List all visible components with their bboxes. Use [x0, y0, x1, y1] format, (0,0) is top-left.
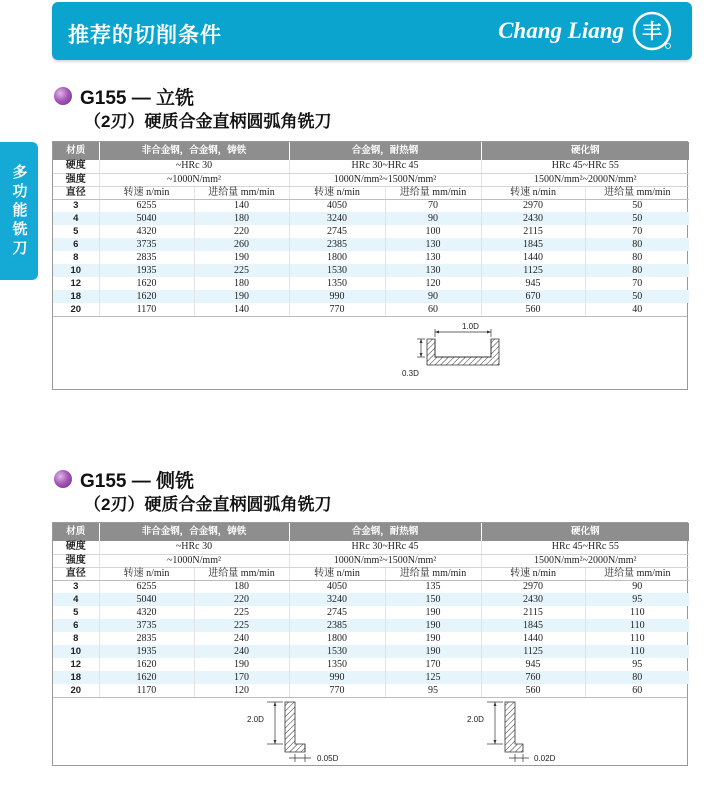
speed-cell: 760	[481, 671, 585, 684]
feed-cell: 60	[385, 303, 481, 316]
section-model: G155 — 侧铣	[80, 471, 195, 492]
speed-cell: 5040	[99, 212, 194, 225]
speed-cell: 3240	[289, 212, 385, 225]
speed-cell: 5040	[99, 593, 194, 606]
speed-cell: 1620	[99, 290, 194, 303]
diameter-cell: 10	[53, 264, 99, 277]
table-row	[53, 684, 689, 697]
feed-cell: 110	[585, 619, 689, 632]
speed-cell: 2385	[289, 619, 385, 632]
feed-cell: 225	[194, 264, 289, 277]
hardness-value: HRc 30~HRc 45	[289, 160, 481, 173]
hardness-value: HRc 30~HRc 45	[289, 541, 481, 554]
feed-cell: 190	[385, 645, 481, 658]
diameter-cell: 8	[53, 251, 99, 264]
speed-cell: 2970	[481, 199, 585, 212]
table-row	[53, 303, 689, 316]
speed-cell: 3735	[99, 238, 194, 251]
hardness-label: 硬度	[53, 541, 99, 554]
material-group-header: 硬化钢	[481, 523, 689, 541]
speed-cell: 1620	[99, 277, 194, 290]
header-bar	[52, 2, 692, 60]
feed-cell: 180	[194, 580, 289, 593]
speed-cell: 1170	[99, 684, 194, 697]
feed-cell: 135	[385, 580, 481, 593]
feed-cell: 70	[632, 225, 643, 237]
section-subtitle: （2刃）硬质合金直柄圆弧角铣刀	[84, 495, 332, 514]
speed-cell: 1800	[289, 251, 385, 264]
speed-cell: 1125	[481, 264, 585, 277]
diameter-label: 直径	[53, 186, 99, 199]
speed-cell: 2385	[289, 238, 385, 251]
feed-cell: 190	[385, 619, 481, 632]
side-diagram-area	[53, 697, 687, 765]
feed-cell: 60	[632, 684, 643, 696]
speed-cell: 1935	[99, 264, 194, 277]
feed-cell: 130	[385, 251, 481, 264]
feed-cell: 90	[385, 290, 481, 303]
hardness-value: ~HRc 30	[99, 160, 289, 173]
feed-cell: 120	[194, 684, 289, 697]
feed-cell: 120	[385, 277, 481, 290]
section-bullet-icon	[54, 470, 72, 488]
diameter-cell: 8	[53, 632, 99, 645]
hardness-label: 硬度	[53, 160, 99, 173]
speed-cell: 770	[289, 684, 385, 697]
speed-unit-label: 转速 n/min	[481, 186, 585, 199]
table-row	[53, 606, 689, 619]
slot-depth-label: 0.3D	[402, 369, 419, 378]
side-depth-label-1: 2.0D	[247, 715, 264, 724]
table-row	[53, 264, 689, 277]
feed-cell: 95	[585, 593, 689, 606]
speed-unit-label: 转速 n/min	[481, 567, 585, 580]
side-category-tab[interactable]	[0, 142, 38, 280]
material-col-label: 材质	[53, 142, 99, 160]
feed-cell: 180	[194, 212, 289, 225]
table-row	[53, 238, 689, 251]
diameter-label: 直径	[53, 567, 99, 580]
diameter-cell: 6	[53, 238, 99, 251]
speed-cell: 2430	[481, 593, 585, 606]
hardness-row	[53, 160, 689, 173]
section-subtitle: （2刃）硬质合金直柄圆弧角铣刀	[84, 112, 332, 131]
hardness-value: HRc 45~HRc 55	[481, 160, 689, 173]
feed-cell: 190	[194, 658, 289, 671]
speed-cell: 6255	[99, 580, 194, 593]
cutting-table-end-milling	[52, 141, 688, 390]
logo-glyph: 丰	[642, 19, 662, 43]
feed-cell: 170	[194, 671, 289, 684]
diameter-cell: 18	[53, 671, 99, 684]
feed-unit-label: 进给量 mm/min	[194, 186, 289, 199]
feed-cell: 225	[194, 606, 289, 619]
side-tab-label: 多功能铣刀	[10, 163, 28, 259]
feed-cell: 80	[632, 251, 643, 263]
speed-cell: 1350	[289, 658, 385, 671]
hardness-value: ~HRc 30	[99, 541, 289, 554]
speed-cell: 945	[481, 658, 585, 671]
diameter-cell: 5	[53, 225, 99, 238]
strength-value: 1500N/mm²~2000N/mm²	[481, 554, 689, 567]
strength-value: ~1000N/mm²	[99, 554, 289, 567]
strength-value: 1000N/mm²~1500N/mm²	[289, 173, 481, 186]
side-depth-label-2: 2.0D	[467, 715, 484, 724]
section-model: G155 — 立铣	[80, 88, 195, 109]
feed-cell: 80	[585, 264, 689, 277]
feed-cell: 190	[385, 606, 481, 619]
feed-cell: 125	[385, 671, 481, 684]
strength-value: 1000N/mm²~1500N/mm²	[289, 554, 481, 567]
speed-cell: 945	[481, 277, 585, 290]
diameter-cell: 4	[53, 593, 99, 606]
feed-cell: 70	[385, 199, 481, 212]
speed-cell: 990	[289, 671, 385, 684]
speed-cell: 4320	[99, 606, 194, 619]
table-row	[53, 251, 689, 264]
speed-cell: 1440	[481, 632, 585, 645]
diameter-cell: 20	[53, 684, 99, 697]
speed-cell: 2430	[481, 212, 585, 225]
speed-cell: 560	[481, 684, 585, 697]
feed-cell: 225	[194, 619, 289, 632]
side-width-label-2: 0.02D	[534, 754, 556, 763]
speed-cell: 6255	[99, 199, 194, 212]
feed-cell: 95	[385, 684, 481, 697]
speed-cell: 1530	[289, 264, 385, 277]
speed-cell: 2745	[289, 225, 385, 238]
cutting-table-side-milling	[52, 522, 688, 766]
diameter-cell: 12	[53, 277, 99, 290]
material-group-header: 硬化钢	[481, 142, 689, 160]
table-row	[53, 645, 689, 658]
feed-unit-label: 进给量 mm/min	[585, 567, 689, 580]
diameter-cell: 10	[53, 645, 99, 658]
feed-cell: 190	[194, 290, 289, 303]
feed-cell: 50	[585, 212, 689, 225]
feed-unit-label: 进给量 mm/min	[194, 567, 289, 580]
speed-cell: 670	[481, 290, 585, 303]
table-row	[53, 632, 689, 645]
feed-cell: 150	[385, 593, 481, 606]
material-group-header: 合金钢，耐热钢	[289, 142, 481, 160]
feed-cell: 80	[585, 238, 689, 251]
table-row	[53, 199, 689, 212]
speed-cell: 2970	[481, 580, 585, 593]
speed-cell: 1845	[481, 238, 585, 251]
feed-cell: 130	[385, 264, 481, 277]
diameter-cell: 3	[53, 199, 99, 212]
speed-cell: 560	[481, 303, 585, 316]
speed-cell: 1620	[99, 658, 194, 671]
table-row	[53, 225, 689, 238]
table-header-row	[53, 523, 689, 541]
feed-unit-label: 进给量 mm/min	[385, 186, 481, 199]
speed-cell: 1170	[99, 303, 194, 316]
strength-value: 1500N/mm²~2000N/mm²	[481, 173, 689, 186]
speed-cell: 1530	[289, 645, 385, 658]
speed-cell: 2835	[99, 251, 194, 264]
hardness-row	[53, 541, 689, 554]
feed-cell: 240	[194, 645, 289, 658]
diameter-cell: 18	[53, 290, 99, 303]
speed-cell: 1350	[289, 277, 385, 290]
speed-cell: 770	[289, 303, 385, 316]
speed-unit-label: 转速 n/min	[289, 186, 385, 199]
strength-label: 强度	[53, 554, 99, 567]
feed-cell: 80	[585, 671, 689, 684]
feed-cell: 90	[385, 212, 481, 225]
speed-unit-label: 转速 n/min	[99, 567, 194, 580]
speed-cell: 4320	[99, 225, 194, 238]
page-title: 推荐的切削条件	[68, 24, 222, 47]
slot-diagram-area	[53, 316, 687, 389]
feed-cell: 110	[629, 606, 645, 618]
feed-cell: 95	[632, 658, 643, 670]
material-group-header: 合金钢，耐热钢	[289, 523, 481, 541]
speed-cell: 3735	[99, 619, 194, 632]
speed-cell: 2115	[481, 225, 585, 238]
feed-cell: 50	[632, 199, 643, 211]
speed-cell: 1125	[481, 645, 585, 658]
speed-unit-label: 转速 n/min	[99, 186, 194, 199]
feed-cell: 130	[385, 238, 481, 251]
feed-cell: 140	[194, 303, 289, 316]
table-row	[53, 619, 689, 632]
diameter-cell: 6	[53, 619, 99, 632]
feed-cell: 110	[585, 645, 689, 658]
slot-width-label: 1.0D	[462, 322, 479, 331]
strength-value: ~1000N/mm²	[99, 173, 289, 186]
brand-logo-icon	[630, 9, 674, 53]
feed-cell: 90	[632, 580, 643, 592]
speed-cell: 2745	[289, 606, 385, 619]
speed-cell: 2835	[99, 632, 194, 645]
speed-cell: 1845	[481, 619, 585, 632]
feed-cell: 70	[632, 277, 643, 289]
feed-cell: 260	[194, 238, 289, 251]
diameter-cell: 3	[53, 580, 99, 593]
material-group-header: 非合金钢，合金钢，铸铁	[99, 523, 289, 541]
diameter-cell: 4	[53, 212, 99, 225]
speed-unit-label: 转速 n/min	[289, 567, 385, 580]
material-group-header: 非合金钢，合金钢，铸铁	[99, 142, 289, 160]
strength-row	[53, 173, 689, 186]
table-row	[53, 212, 689, 225]
section-bullet-icon	[54, 87, 72, 105]
speed-cell: 990	[289, 290, 385, 303]
unit-row	[53, 567, 689, 580]
strength-label: 强度	[53, 173, 99, 186]
feed-cell: 170	[385, 658, 481, 671]
table-row	[53, 671, 689, 684]
diameter-cell: 12	[53, 658, 99, 671]
speed-cell: 1800	[289, 632, 385, 645]
table-row	[53, 580, 689, 593]
diameter-cell: 5	[53, 606, 99, 619]
speed-cell: 4050	[289, 199, 385, 212]
feed-cell: 140	[194, 199, 289, 212]
table-header-row	[53, 142, 689, 160]
side-width-label-1: 0.05D	[317, 754, 339, 763]
unit-row	[53, 186, 689, 199]
table-row	[53, 290, 689, 303]
feed-cell: 220	[194, 225, 289, 238]
material-col-label: 材质	[53, 523, 99, 541]
feed-cell: 190	[385, 632, 481, 645]
speed-cell: 1935	[99, 645, 194, 658]
feed-cell: 220	[194, 593, 289, 606]
strength-row	[53, 554, 689, 567]
speed-cell: 1620	[99, 671, 194, 684]
feed-cell: 180	[194, 277, 289, 290]
speed-cell: 4050	[289, 580, 385, 593]
feed-cell: 50	[585, 290, 689, 303]
speed-cell: 1440	[481, 251, 585, 264]
feed-cell: 240	[194, 632, 289, 645]
table-row	[53, 658, 689, 671]
brand-name: Chang Liang	[498, 18, 624, 43]
speed-cell: 3240	[289, 593, 385, 606]
speed-cell: 2115	[481, 606, 585, 619]
slot-profile-diagram	[403, 323, 513, 383]
diameter-cell: 20	[53, 303, 99, 316]
feed-cell: 100	[385, 225, 481, 238]
hardness-value: HRc 45~HRc 55	[481, 541, 689, 554]
table-row	[53, 277, 689, 290]
feed-unit-label: 进给量 mm/min	[585, 186, 689, 199]
feed-cell: 110	[629, 632, 645, 644]
feed-cell: 40	[632, 303, 643, 315]
table-row	[53, 593, 689, 606]
feed-cell: 190	[194, 251, 289, 264]
feed-unit-label: 进给量 mm/min	[385, 567, 481, 580]
